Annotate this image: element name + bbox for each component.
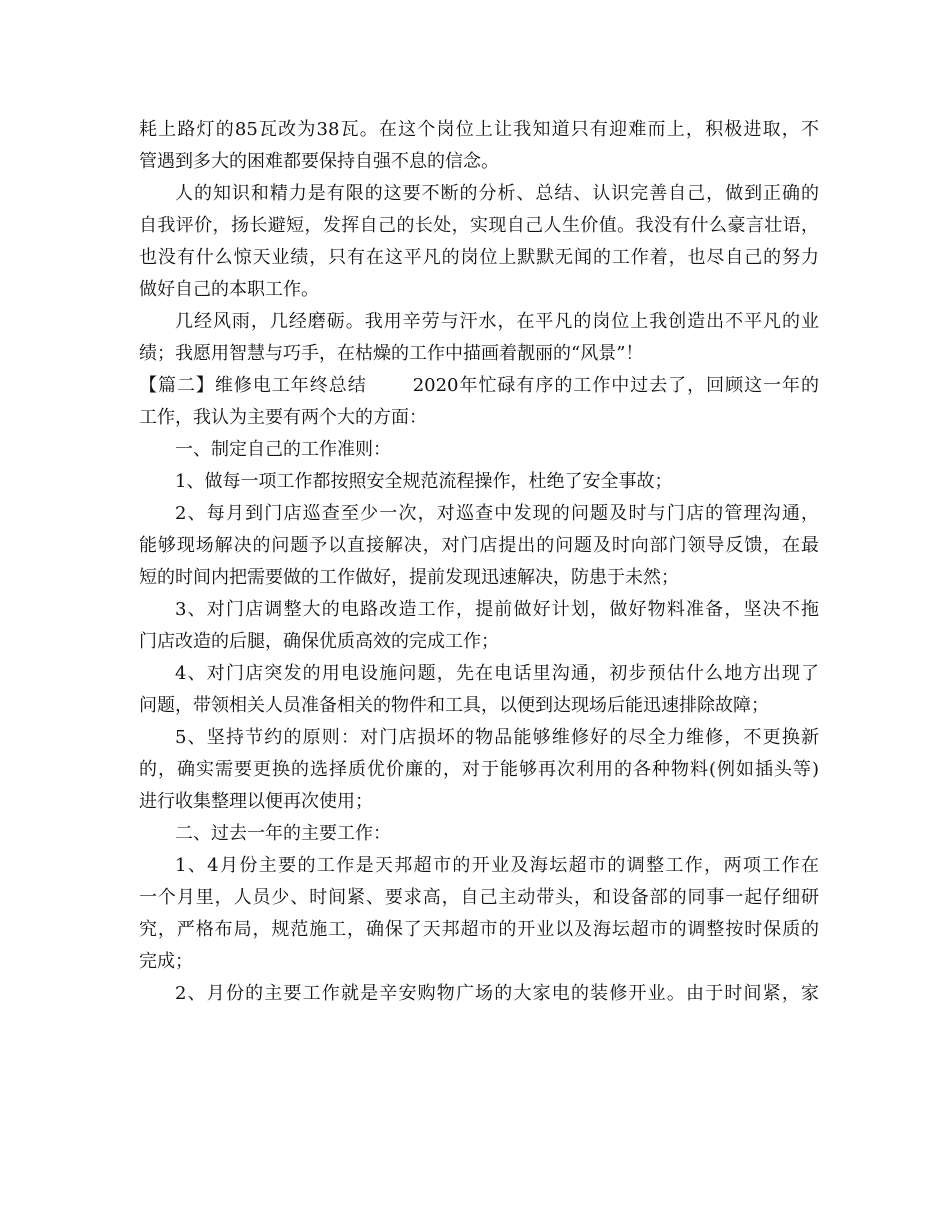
subheading-line: 二、过去一年的主要工作： (175, 823, 391, 844)
list-item-line: 3、对门店调整大的电路改造工作，提前做好计划，做好物料准备，坚决不拖 (175, 599, 819, 620)
paragraph-line: 做好自己的本职工作。 (139, 279, 319, 300)
section-heading-line (139, 370, 819, 402)
paragraph-line: 几经风雨，几经磨砺。我用辛劳与汗水，在平凡的岗位上我创造出不平凡的业 (175, 311, 819, 332)
paragraph-line: 人的知识和精力是有限的这要不断的分析、总结、认识完善自己，做到正确的 (175, 183, 819, 204)
document-body (139, 114, 819, 1010)
paragraph-line: 管遇到多大的困难都要保持自强不息的信念。 (139, 151, 499, 172)
subheading-line: 一、制定自己的工作准则： (175, 439, 391, 460)
list-item-line: 2、每月到门店巡查至少一次，对巡查中发现的问题及时与门店的管理沟通， (175, 503, 819, 524)
paragraph-line: 自我评价，扬长避短，发挥自己的长处，实现自己人生价值。我没有什么豪言壮语， (139, 215, 819, 236)
list-item-line: 2、月份的主要工作就是辛安购物广场的大家电的装修开业。由于时间紧，家 (175, 983, 819, 1004)
section-heading: 【篇二】维修电工年终总结 (139, 375, 367, 396)
paragraph-line: 问题，带领相关人员准备相关的物件和工具，以便到达现场后能迅速排除故障； (139, 695, 769, 716)
paragraph-text: 2020年忙碌有序的工作中过去了，回顾这一年的 (412, 375, 819, 396)
paragraph-line: 一个月里，人员少、时间紧、要求高，自己主动带头，和设备部的同事一起仔细研 (139, 887, 819, 908)
paragraph-line: 耗上路灯的85瓦改为38瓦。在这个岗位上让我知道只有迎难而上，积极进取，不 (139, 119, 819, 140)
paragraph-line: 门店改造的后腿，确保优质高效的完成工作； (139, 631, 499, 652)
paragraph-line: 工作，我认为主要有两个大的方面： (139, 407, 427, 428)
list-item-line: 1、4月份主要的工作是天邦超市的开业及海坛超市的调整工作，两项工作在 (175, 855, 819, 876)
paragraph-line: 究，严格布局，规范施工，确保了天邦超市的开业以及海坛超市的调整按时保质的 (139, 919, 819, 940)
list-item-line: 1、做每一项工作都按照安全规范流程操作，杜绝了安全事故； (175, 471, 673, 492)
paragraph-line: 也没有什么惊天业绩，只有在这平凡的岗位上默默无闻的工作着，也尽自己的努力 (139, 247, 819, 268)
paragraph-line: 的，确实需要更换的选择质优价廉的，对于能够再次利用的各种物料(例如插头等) (139, 759, 819, 780)
paragraph-line: 绩；我愿用智慧与巧手，在枯燥的工作中描画着靓丽的“风景”！ (139, 343, 644, 364)
list-item-line: 4、对门店突发的用电设施问题，先在电话里沟通，初步预估什么地方出现了 (175, 663, 819, 684)
paragraph-line: 完成； (139, 951, 193, 972)
paragraph-line: 短的时间内把需要做的工作做好，提前发现迅速解决，防患于未然； (139, 567, 679, 588)
list-item-line: 5、坚持节约的原则：对门店损坏的物品能够维修好的尽全力维修，不更换新 (175, 727, 819, 748)
paragraph-line: 进行收集整理以便再次使用； (139, 791, 373, 812)
paragraph-line: 能够现场解决的问题予以直接解决，对门店提出的问题及时向部门领导反馈，在最 (139, 535, 819, 556)
